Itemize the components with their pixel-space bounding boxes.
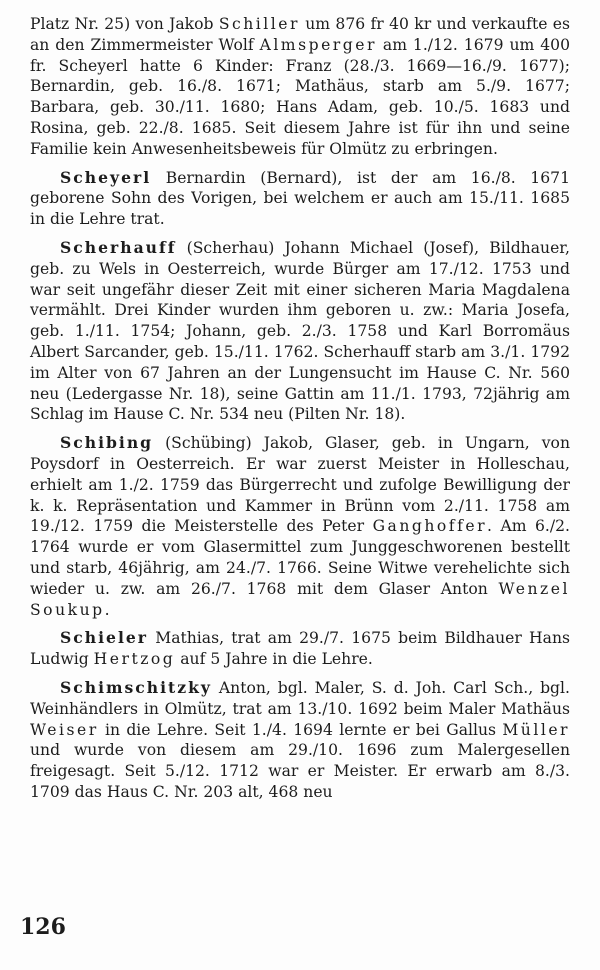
entry-paragraph (30, 433, 570, 620)
entry-text: (Scherhau) Johann Michael (Josef), Bildhauer, geb. zu Wels in Oesterreich, wurde Bürger am 17./12. 1753 und war seit ungefähr dieser Zeit mit einer sicheren Maria Magdalena vermählt. Drei Kinder wurden ihm geboren u. zw.: Maria Josefa, geb. 1./11. 1754; Johann, geb. 2./3. 1758 und Karl Borromäus Albert Sarcander, geb. 15./11. 1762. Scherhauff starb am 3./1. 1792 im Alter von 67 Jahren an der Lungensucht im Hause C. Nr. 560 neu (Ledergasse Nr. 18), seine Gattin am 11./1. 1793, 72jährig am Schlag im Hause C. Nr. 534 neu (Pilten Nr. 18). (30, 238, 570, 424)
entry-paragraph (30, 14, 570, 160)
page-text (30, 14, 570, 803)
entry-text: am 1./12. 1679 um 400 fr. Scheyerl hatte 6 Kinder: Franz (28./3. 1669—16./9. 1677); Bernardin, geb. 16./8. 1671; Mathäus, starb am 5./9. 1677; Barbara, geb. 30./11. 1680; Hans Adam, geb. 10./5. 1683 und Rosina, geb. 22./8. 1685. Seit diesem Jahre ist für ihn und seine Familie kein Anwesenheitsbeweis für Olmütz zu erbringen. (30, 35, 570, 158)
entry-text: und wurde von diesem am 29./10. 1696 zum Malergesellen freigesagt. Seit 5./12. 1712 war er Meister. Er erwarb am 8./3. 1709 das Haus C. Nr. 203 alt, 468 neu (30, 741, 570, 801)
entry-text: Platz Nr. 25) von Jakob (30, 15, 219, 33)
spaced-name: Weiser (30, 720, 99, 739)
spaced-name: Soukup (30, 600, 105, 619)
spaced-name: Hertzog (93, 650, 176, 669)
entry-surname: Schimschitzky (60, 677, 212, 697)
entry-paragraph (30, 238, 570, 425)
entry-text: . (104, 600, 110, 619)
entry-paragraph (30, 628, 570, 670)
spaced-name: Ganghoffer (372, 517, 488, 536)
entry-paragraph (30, 168, 570, 230)
spaced-name: Müller (502, 720, 570, 739)
entry-text: Bernardin (Bernard), ist der am 16./8. 1671 geborene Sohn des Vorigen, bei welchem er auch am 15./11. 1685 in die Lehre trat. (30, 168, 570, 229)
entry-text: (Schübing) Jakob, Glaser, geb. in Ungarn, von Poysdorf in Oesterreich. Er war zuerst Meister in Holleschau, erhielt am 1./2. 1759 das Bürgerrecht und zufolge Bewilligung der k. k. Repräsentation und Kammer in Brünn vom 2./11. 1758 am 19./12. 1759 die Meisterstelle des Peter (30, 434, 570, 536)
entry-text: in die Lehre. Seit 1./4. 1694 lernte er bei Gallus (98, 720, 503, 739)
page-number: 126 (20, 914, 66, 940)
entry-text: . Am 6./2. 1764 wurde er vom Glasermittel zum Junggeschworenen bestellt und starb, 46jährig, am 24./7. 1766. Seine Witwe verehelichte sich wieder u. zw. am 26./7. 1768 mit dem Glaser Anton (30, 517, 570, 598)
entry-surname: Schibing (60, 433, 154, 453)
entry-text: um 876 fr 40 kr und verkaufte es an den Zimmermeister Wolf (30, 15, 570, 54)
spaced-name: Almsperger (259, 35, 377, 54)
entry-surname: Scherhauff (60, 237, 177, 257)
spaced-name: Schiller (218, 15, 300, 33)
entry-surname: Schieler (60, 628, 148, 648)
spaced-name: Wenzel (498, 579, 570, 598)
entry-text: auf 5 Jahre in die Lehre. (175, 650, 373, 669)
entry-text: Anton, bgl. Maler, S. d. Joh. Carl Sch., bgl. Weinhändlers in Olmütz, trat am 13./10. 1692 beim Maler Mathäus (30, 678, 570, 718)
entry-surname: Scheyerl (60, 167, 152, 187)
entry-text: Mathias, trat am 29./7. 1675 beim Bildhauer Hans Ludwig (30, 629, 570, 669)
entry-paragraph (30, 678, 570, 803)
